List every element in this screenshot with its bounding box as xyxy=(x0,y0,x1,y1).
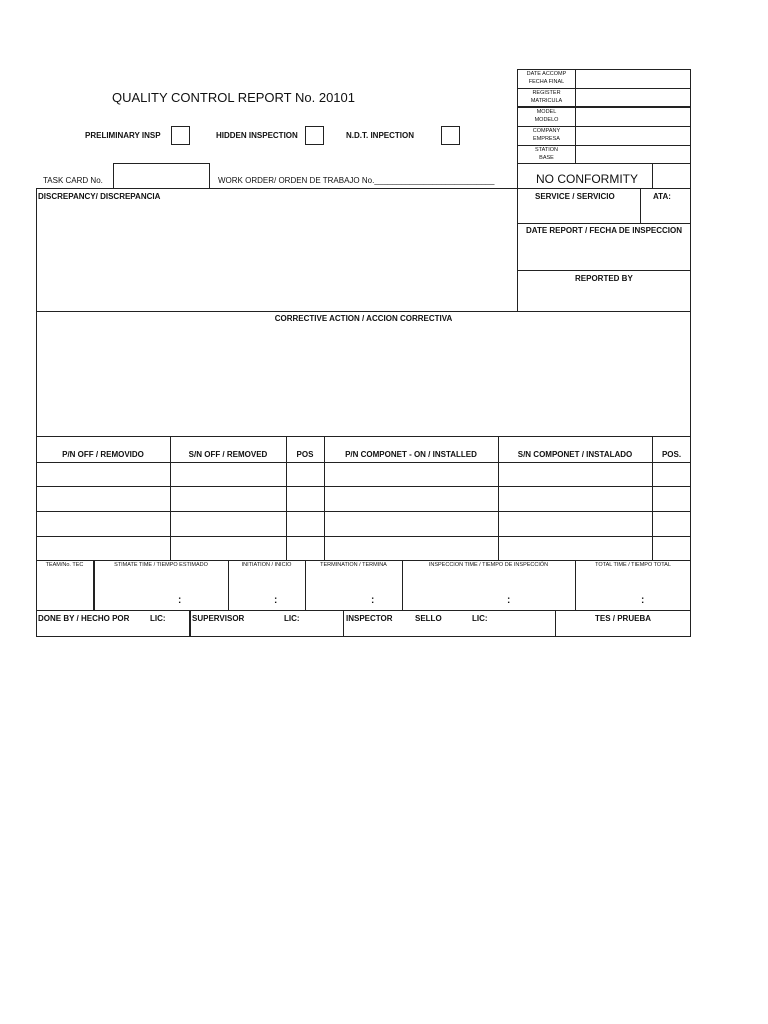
sello-label: SELLO xyxy=(415,614,442,623)
base-label: BASE xyxy=(539,155,554,161)
supervisor-lic-label: LIC: xyxy=(284,614,300,623)
estimate-time-colon: : xyxy=(178,595,182,606)
preliminary-insp-label: PRELIMINARY INSP xyxy=(85,131,161,140)
station-label: STATION xyxy=(534,147,559,153)
company-label: COMPANY xyxy=(532,128,561,134)
ndt-inspection-checkbox[interactable] xyxy=(441,126,460,145)
done-by-label: DONE BY / HECHO POR xyxy=(38,614,130,623)
hidden-inspection-label: HIDDEN INSPECTION xyxy=(216,131,298,140)
termination-colon: : xyxy=(371,595,375,606)
inspector-label: INSPECTOR xyxy=(346,614,393,623)
preliminary-insp-checkbox[interactable] xyxy=(171,126,190,145)
register-label: REGISTER xyxy=(532,90,561,96)
service-label: SERVICE / SERVICIO xyxy=(535,192,615,201)
termination-label: TERMINATION / TERMINA xyxy=(320,562,387,568)
tes-prueba-label: TES / PRUEBA xyxy=(594,614,651,623)
done-by-lic-label: LIC: xyxy=(150,614,166,623)
fecha-final-label: FECHA FINAL xyxy=(528,79,565,85)
col-pos-on: POS. xyxy=(661,450,682,459)
initiation-colon: : xyxy=(274,595,278,606)
task-card-field[interactable] xyxy=(113,163,210,189)
discrepancy-label: DISCREPANCY/ DISCREPANCIA xyxy=(38,192,161,201)
empresa-label: EMPRESA xyxy=(533,136,560,142)
matricula-label: MATRICULA xyxy=(530,98,563,104)
team-label: TEAM/No. TEC xyxy=(45,562,84,568)
modelo-label: MODELO xyxy=(534,117,559,123)
work-order-label-text: WORK ORDER/ ORDEN DE TRABAJO No. xyxy=(218,176,375,185)
no-conformity-label: NO CONFORMITY xyxy=(536,172,638,186)
initiation-label: INITIATION / INICIO xyxy=(241,562,292,568)
side-row-model xyxy=(518,108,575,124)
total-time-colon: : xyxy=(641,595,645,606)
date-accomp-label: DATE ACCOMP xyxy=(526,71,567,77)
corrective-action-label: CORRECTIVE ACTION / ACCION CORRECTIVA xyxy=(274,314,453,323)
ata-label: ATA: xyxy=(653,192,671,201)
col-pn-off: P/N OFF / REMOVIDO xyxy=(62,450,144,459)
date-report-label: DATE REPORT / FECHA DE INSPECCION xyxy=(526,226,683,235)
col-pos-off: POS xyxy=(296,450,314,459)
work-order-label xyxy=(218,176,494,185)
work-order-line[interactable]: ___________________________ xyxy=(374,176,495,185)
side-row-station xyxy=(518,146,575,162)
col-sn-off: S/N OFF / REMOVED xyxy=(188,450,268,459)
reported-by-label: REPORTED BY xyxy=(575,274,633,283)
col-sn-on: S/N COMPONET / INSTALADO xyxy=(517,450,633,459)
col-pn-on: P/N COMPONET - ON / INSTALLED xyxy=(345,450,477,459)
total-time-label: TOTAL TIME / TIEMPO TOTAL xyxy=(595,562,671,568)
corrective-action-section[interactable] xyxy=(36,311,691,437)
side-row-date xyxy=(518,70,575,86)
discrepancy-section[interactable] xyxy=(36,188,518,312)
hidden-inspection-checkbox[interactable] xyxy=(305,126,324,145)
model-label: MODEL xyxy=(536,109,557,115)
estimate-time-label: STIMATE TIME / TIEMPO ESTIMADO xyxy=(114,562,208,568)
side-row-company xyxy=(518,127,575,143)
inspection-time-colon: : xyxy=(507,595,511,606)
side-row-register xyxy=(518,89,575,105)
inspection-time-label: INSPECCION TIME / TIEMPO DE INSPECCIÓN xyxy=(428,562,549,568)
task-card-label: TASK CARD No. xyxy=(43,176,103,185)
supervisor-label: SUPERVISOR xyxy=(192,614,245,623)
report-title: QUALITY CONTROL REPORT No. 20101 xyxy=(112,90,355,105)
inspector-lic-label: LIC: xyxy=(472,614,488,623)
ndt-inspection-label: N.D.T. INPECTION xyxy=(346,131,415,140)
